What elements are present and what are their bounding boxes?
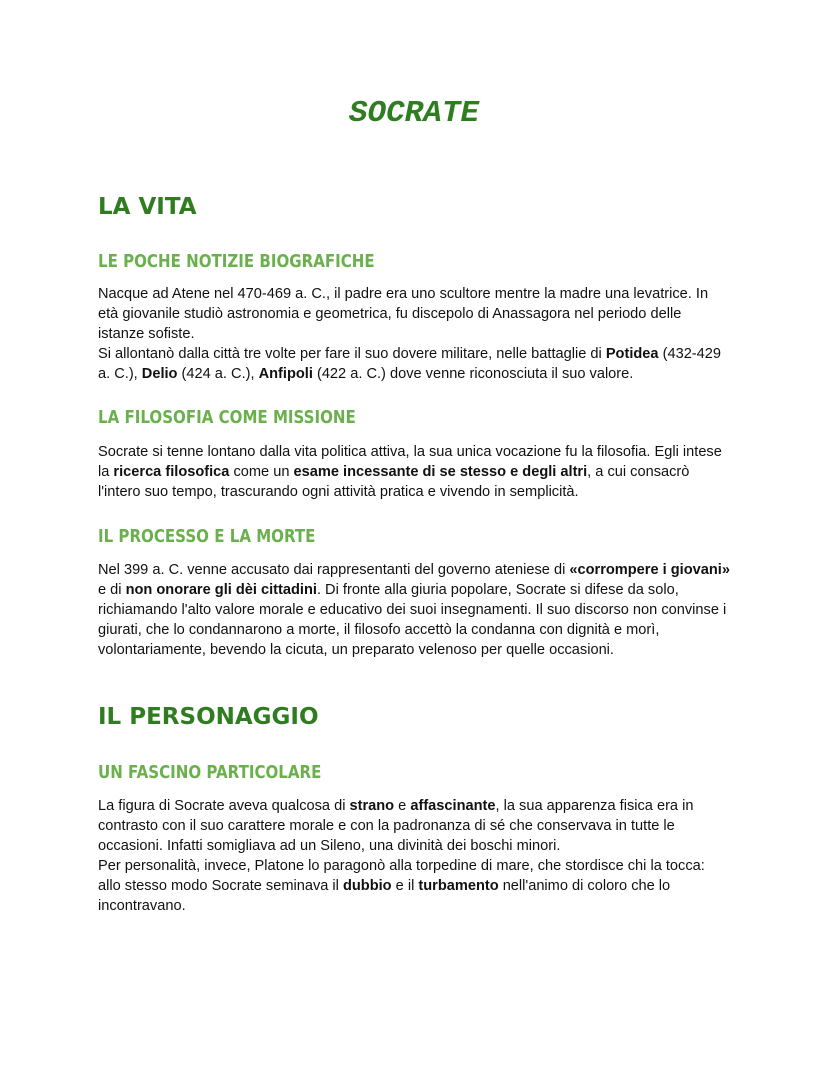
bold-term: affascinante: [410, 798, 496, 814]
paragraph-notizie-biografiche: [98, 284, 730, 384]
bold-term: dubbio: [342, 878, 392, 894]
paragraph-line-group: Nacque ad Atene nel 470-469 a. C., il padre era uno scultore mentre la madre una levatrice. In età giovanile studiò astronomia e geometrica, fu discepolo di Anassagora nel periodo delle istanze sofiste.: [98, 286, 709, 342]
subheading-filosofia-missione: LA FILOSOFIA COME MISSIONE: [98, 408, 356, 428]
subheading-notizie-biografiche: LE POCHE NOTIZIE BIOGRAFICHE: [98, 252, 375, 272]
paragraph-fascino-particolare: [98, 796, 730, 916]
paragraph-line-group: Per personalità, invece, Platone lo paragonò alla torpedine di mare, che stordisce chi la tocca: allo stesso modo Socrate seminava il dubbio e il turbamento nell'animo di coloro che lo incontravano.: [98, 858, 705, 914]
paragraph-line-group: Si allontanò dalla città tre volte per fare il suo dovere militare, nelle battaglie di Potidea (432-429 a. C.), Delio (424 a. C.), Anfipoli (422 a. C.) dove venne riconosciuta il suo valore.: [98, 346, 722, 382]
paragraph-processo-morte: [98, 560, 730, 660]
bold-term: Anfipoli: [258, 366, 313, 382]
paragraph-line-group: Nel 399 a. C. venne accusato dai rappresentanti del governo ateniese di «corrompere i giovani» e di non onorare gli dèi cittadini. Di fronte alla giuria popolare, Socrate si difese da solo, richiamando l'alto valore morale e educativo dei suoi insegnamenti. Il suo discorso non convinse i giurati, che lo condannarono a morte, il filosofo accettò la condanna con dignità e morì, volontariamente, bevendo la cicuta, un preparato velenoso per quelle occasioni.: [98, 562, 730, 658]
paragraph-filosofia-missione: [98, 442, 730, 502]
bold-term: strano: [349, 798, 395, 814]
paragraph-line-group: La figura di Socrate aveva qualcosa di strano e affascinante, la sua apparenza fisica era in contrasto con il suo carattere morale e con la padronanza di sé che conservava in tutte le occasioni. Infatti somigliava ad un Sileno, una divinità dei boschi minori.: [98, 798, 694, 854]
bold-term: ricerca filosofica: [113, 464, 230, 480]
paragraph-line-group: Socrate si tenne lontano dalla vita politica attiva, la sua unica vocazione fu la filosofia. Egli intese la ricerca filosofica come un esame incessante di se stesso e degli altri, a cui consacrò l'intero suo tempo, trascurando ogni attività pratica e vivendo in semplicità.: [98, 444, 722, 500]
section-heading-il-personaggio: IL PERSONAGGIO: [98, 704, 319, 730]
document-title: SOCRATE: [348, 96, 480, 131]
bold-term: non onorare gli dèi cittadini: [125, 582, 317, 598]
bold-term: «corrompere i giovani»: [569, 562, 730, 578]
bold-term: Potidea: [605, 346, 659, 362]
section-heading-la-vita: LA VITA: [98, 194, 197, 220]
bold-term: turbamento: [418, 878, 499, 894]
bold-term: esame incessante di se stesso e degli altri: [293, 464, 588, 480]
subheading-fascino-particolare: UN FASCINO PARTICOLARE: [98, 763, 322, 783]
subheading-processo-morte: IL PROCESSO E LA MORTE: [98, 527, 316, 547]
bold-term: Delio: [141, 366, 178, 382]
